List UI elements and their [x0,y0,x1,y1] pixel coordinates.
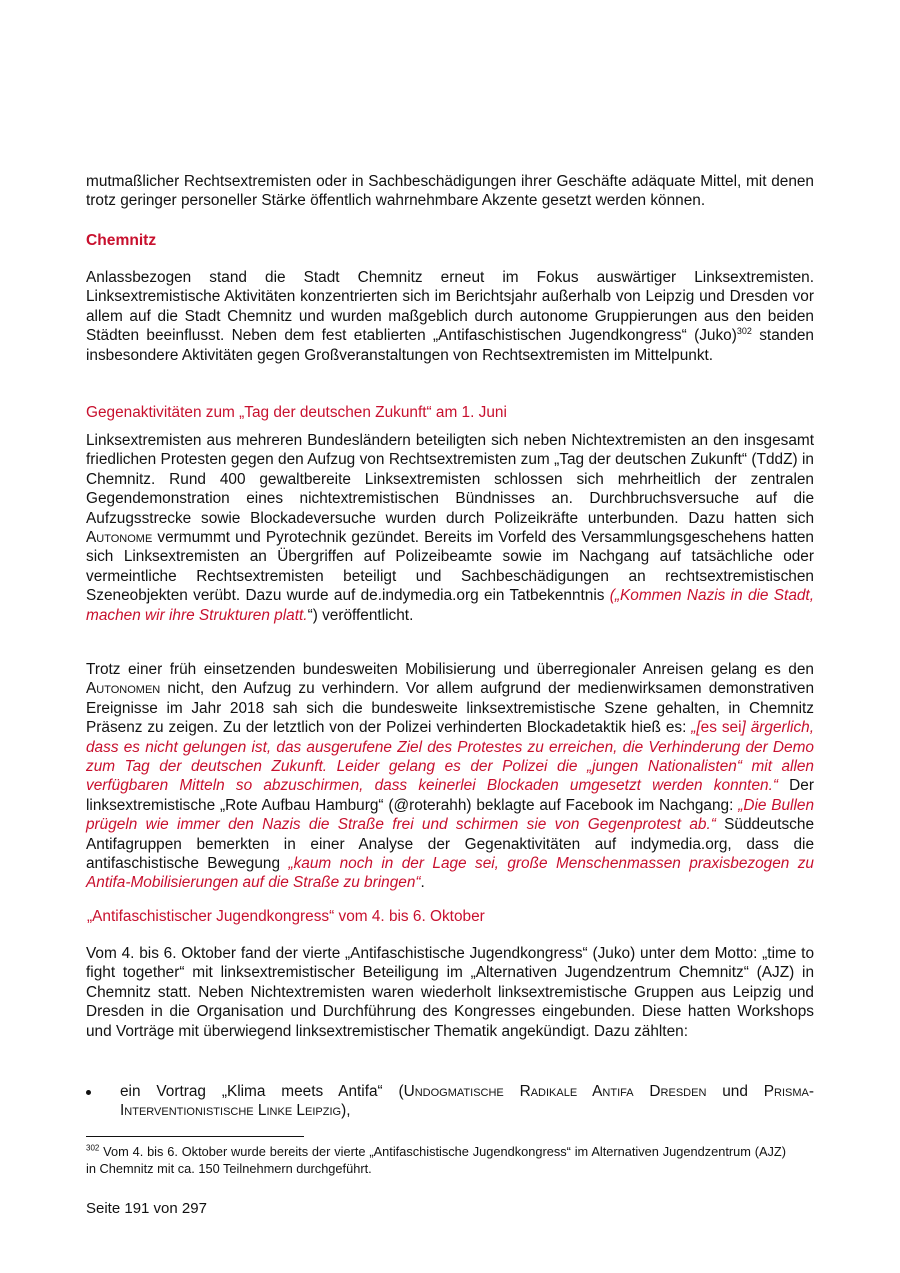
section-paragraph: Anlassbezogen stand die Stadt Chemnitz erneut im Fokus auswärtiger Linksextremisten. Linksextremistische Aktivitäten konzentrierten sich im Berichtsjahr außerhalb von Leipzig und Dresden vor allem auf die Stadt Chemnitz und wurden maßgeblich durch autonome Gruppierungen aus den beiden Städten beeinflusst. Neben dem fest etablierten „Antifaschistischen Jugendkongress“ (Juko)$^{302}$ standen insbesondere Aktivitäten gegen Großveranstaltungen von Rechtsextremisten im Mittelpunkt. [86,269,814,364]
page-number: Seite 191 von 297 [86,1200,207,1217]
tddz-paragraph-2: Trotz einer früh einsetzenden bundesweiten Mobilisierung und überregionaler Anreisen gelang es den Autonomen nicht, den Aufzug zu verhindern. Vor allem aufgrund der medienwirksamen demonstrativen Ereignisse im Jahr 2018 sah sich die bundesweite linksextremistische Szene gehalten, in Chemnitz Präsenz zu zeigen. Zu der letztlich von der Polizei verhinderten Blockadetaktik hieß es: „[es sei] ärgerlich, dass es nicht gelungen ist, das ausgerufene Ziel des Protestes zu erreichen, die Verhinderung der Demo zum Tag der deutschen Zukunft. Leider gelang es der Polizei die „jungen Nationalisten“ mit allen verfügbaren Mitteln so abzuschirmen, dass keinerlei Blockaden umgesetzt werden konnten.“ Der linksextremistische „Rote Aufbau Hamburg“ (@roterahh) beklagte auf Facebook im Nachgang: „Die Bullen prügeln wie immer den Nazis die Straße frei und schirmen sie von Gegenprotest ab.“ Süddeutsche Antifagruppen bemerkten in einer Analyse der Gegenaktivitäten auf indymedia.org, dass die antifaschistische Bewegung „kaum noch in der Lage sei, große Menschenmassen praxisbezogen zu Antifa-Mobilisierungen auf die Straße zu bringen“. [86,661,815,892]
tddz-paragraph-1: Linksextremisten aus mehreren Bundesländern beteiligten sich neben Nichtextremisten an den insgesamt friedlichen Protesten gegen den Aufzug von Rechtsextremisten zum „Tag der deutschen Zukunft“ (TddZ) in Chemnitz. Rund 400 gewaltbereite Linksextremisten schlossen sich mehrheitlich der zentralen Gegendemonstration eines nichtextremistischen Bündnisses an. Durchbruchsversuche auf die Aufzugsstrecke sowie Blockadeversuche wurden durch Polizeikräfte unterbunden. Dazu hatten sich Autonome vermummt und Pyrotechnik gezündet. Bereits im Vorfeld des Versammlungsgeschehens hatten sich Linksextremisten an Übergriffen auf Polizeibeamte sowie im Nachgang auf tatsächliche oder vermeintliche Rechtsextremisten beteiligt und Sachbeschädigungen an rechtsextremistischen Szeneobjekten verübt. Dazu wurde auf de.indymedia.org ein Tatbekenntnis („Kommen Nazis in die Stadt, machen wir ihre Strukturen platt.“) veröffentlicht. [86,432,814,624]
juko-paragraph: Vom 4. bis 6. Oktober fand der vierte „Antifaschistische Jugendkongress“ (Juko) unter dem Motto: „time to fight together“ mit linksextremistischer Beteiligung im „Alternativen Jugendzentrum Chemnitz“ (AJZ) in Chemnitz statt. Neben Nichtextremisten waren wiederholt linksextremistische Gruppen aus Leipzig und Dresden in die Organisation und Durchführung des Kongresses eingebunden. Diese hatten Workshops und Vorträge mit überwiegend linksextremistischer Thematik angekündigt. Dazu zählten: [86,945,814,1040]
list-item: ein Vortrag „Klima meets Antifa“ (Undogmatische Radikale Antifa Dresden und Prisma-Interventionistische Linke Leipzig), [50,1082,814,1121]
quote: („Kommen Nazis in die Stadt, machen wir ihre Strukturen platt. [86,587,814,624]
subsection-heading-juko: „Antifaschistischer Jugendkongress“ vom 4. bis 6. Oktober [87,908,485,925]
footnote-ref[interactable]: 302 [736,326,752,337]
section-heading: Chemnitz [86,232,157,249]
bullet-icon [86,1090,91,1095]
subsection-heading-tddz: Gegenaktivitäten zum „Tag der deutschen Zukunft“ am 1. Juni [86,404,507,421]
footnote: $^{302}$ Vom 4. bis 6. Oktober wurde bereits der vierte „Antifaschistische Jugendkongress“ im Alternativen Jugendzentrum (AJZ) in Chemnitz mit ca. 150 Teilnehmern durchgeführt. [86,1143,786,1176]
quote: ] ärgerlich, dass es nicht gelungen ist, das ausgerufene Ziel des Protestes zu erreichen, die Verhinderung der Demo zum Tag der deutschen Zukunft. Leider gelang es der Polizei die „jungen Nationalisten“ mit allen verfügbaren Mitteln so abzuschirmen, dass keinerlei Blockaden umgesetzt werden konnten.“ [86,719,814,795]
footnote-number: 302 [86,1143,100,1153]
quote: „kaum noch in der Lage sei, große Menschenmassen praxisbezogen zu Antifa-Mobilisierungen auf die Straße zu bringen“ [86,855,814,892]
intro-paragraph: mutmaßlicher Rechtsextremisten oder in Sachbeschädigungen ihrer Geschäfte adäquate Mittel, mit denen trotz geringer personeller Stärke öffentlich wahrnehmbare Akzente gesetzt werden können. [86,173,814,210]
quote: „Die Bullen prügeln wie immer den Nazis die Straße frei und schirmen sie von Gegenprotest ab.“ [86,796,815,834]
footnote-divider [86,1136,304,1137]
